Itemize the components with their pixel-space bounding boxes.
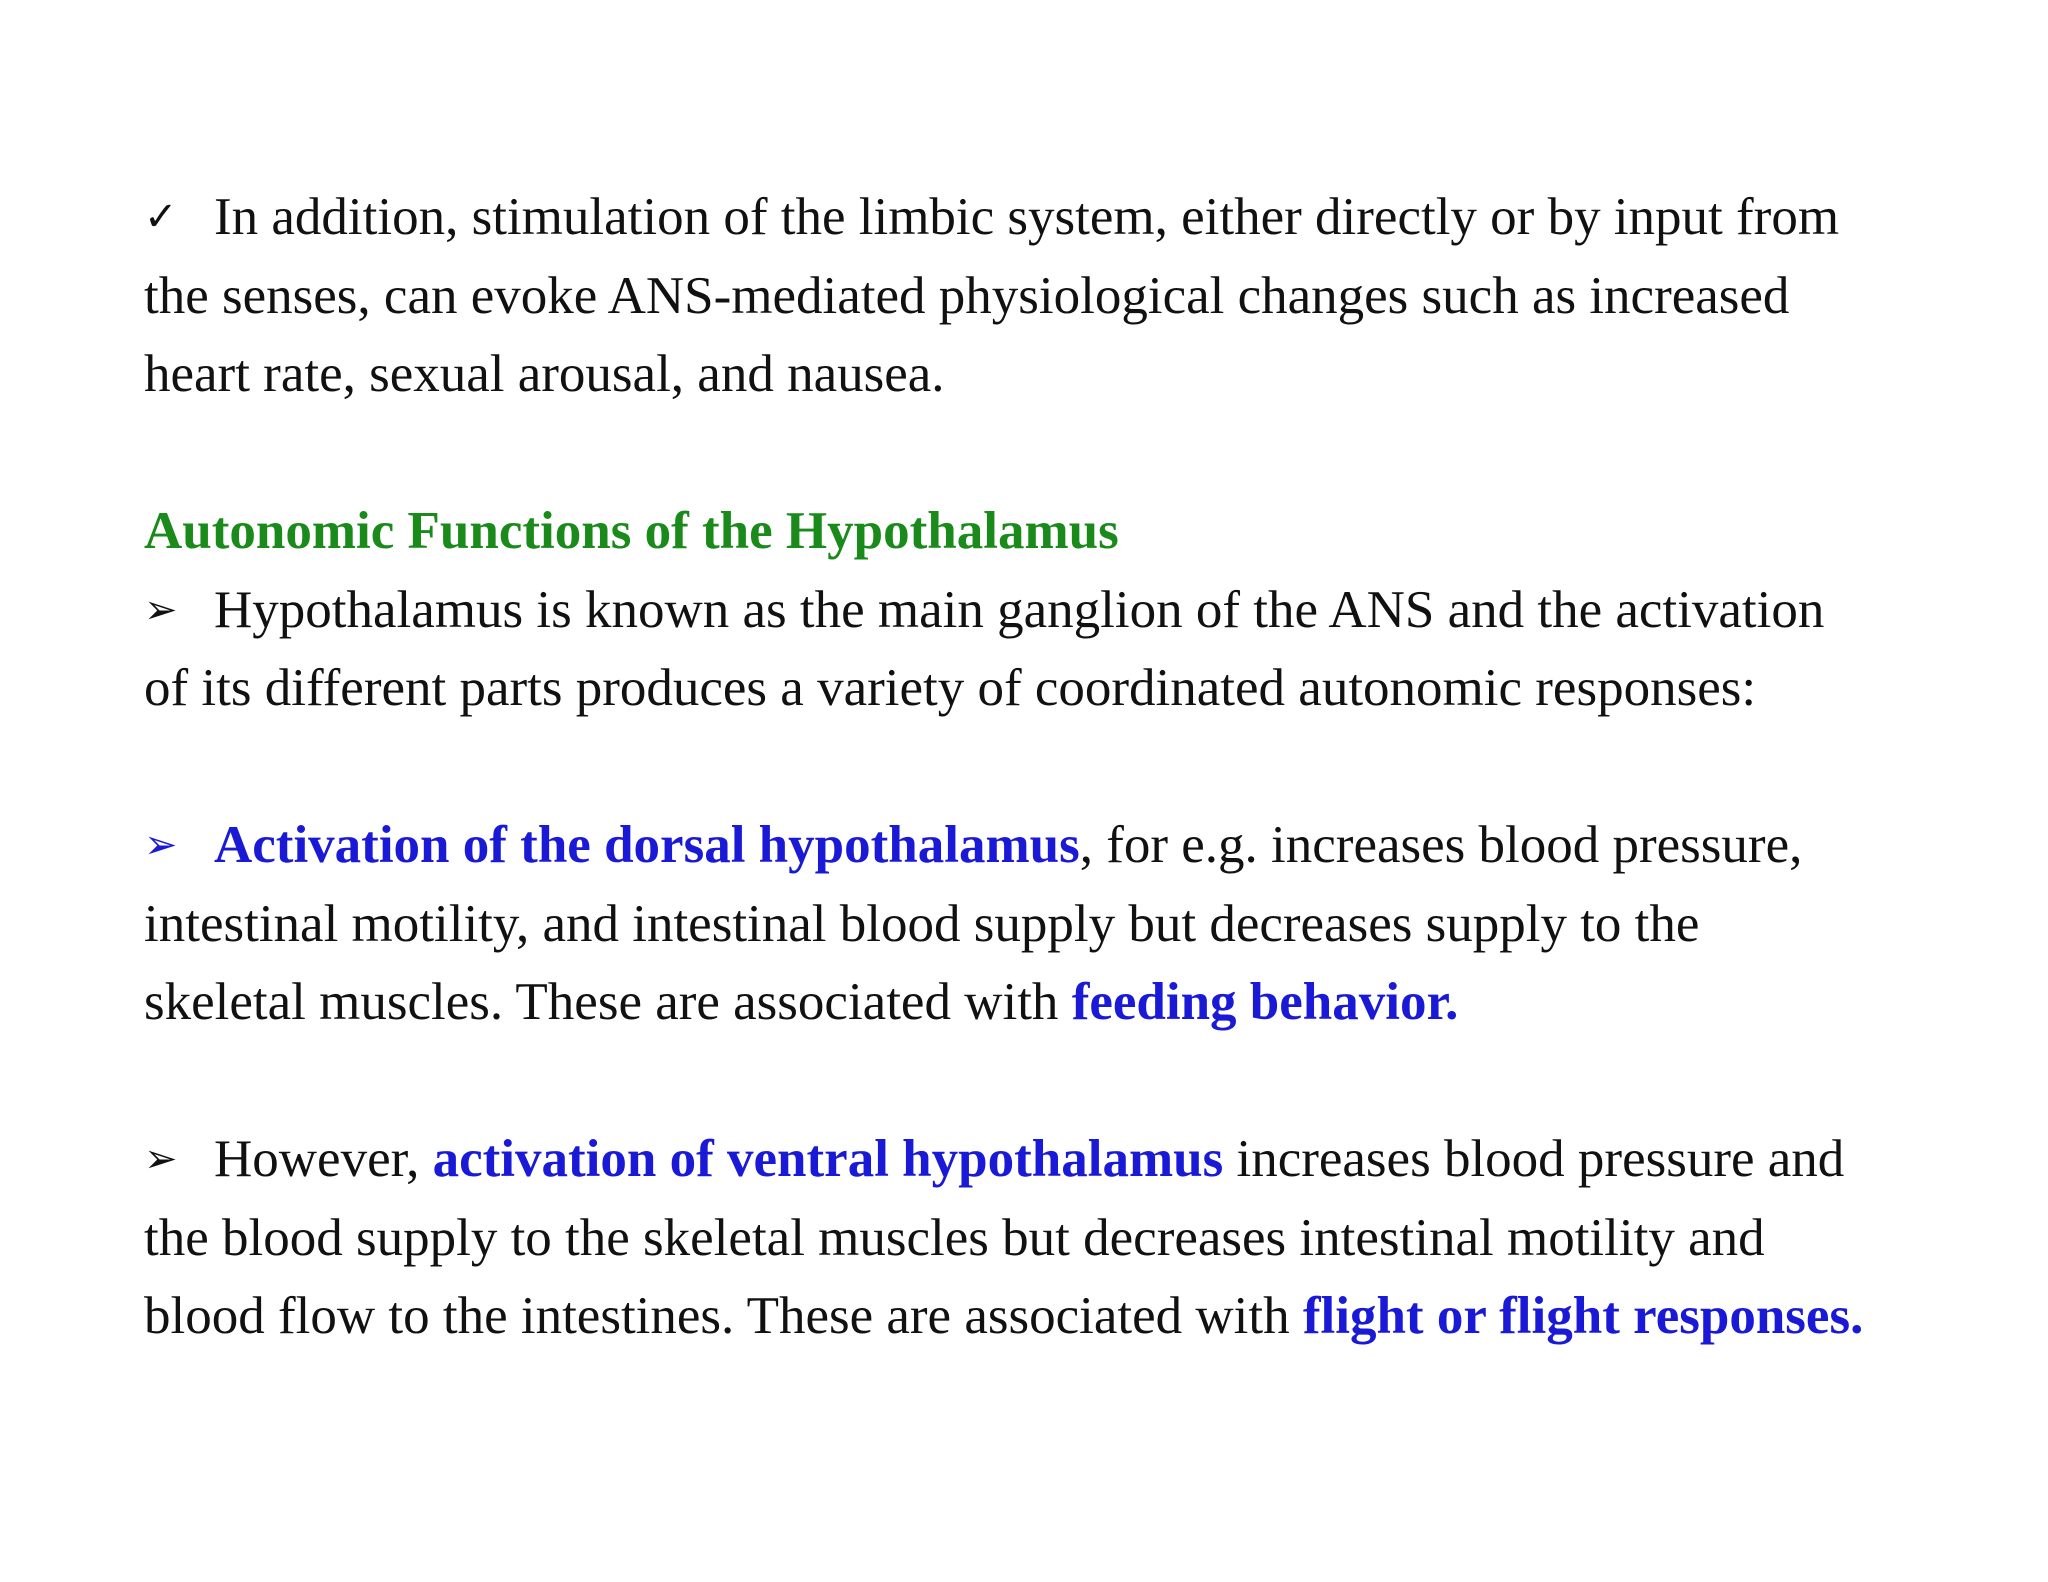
paragraph-limbic-system xyxy=(144,178,1864,414)
arrowhead-bullet-icon: ➢ xyxy=(144,822,178,868)
checkmark-icon: ✓ xyxy=(144,194,178,240)
arrowhead-bullet-icon: ➢ xyxy=(144,1136,178,1182)
spacer xyxy=(144,414,1864,493)
paragraph-text: increases blood pressure and the blood supply to the skeletal muscles but decreases intestinal motility and blood flow to the intestines. These are associated with xyxy=(144,1130,1845,1345)
emphasis-text: feeding behavior. xyxy=(1071,973,1459,1031)
spacer xyxy=(144,728,1864,807)
document-body xyxy=(144,178,1864,1356)
emphasis-text: Activation of the dorsal hypothalamus xyxy=(214,816,1080,874)
emphasis-text: flight or flight responses. xyxy=(1302,1287,1864,1345)
spacer xyxy=(144,1042,1864,1121)
arrowhead-bullet-icon: ➢ xyxy=(144,586,178,633)
paragraph-text: , for e.g. increases blood pressure, intestinal motility, and intestinal blood supply but decreases supply to the skeletal muscles. These are associated with xyxy=(144,816,1803,1031)
emphasis-text: activation of ventral hypothalamus xyxy=(432,1130,1224,1188)
paragraph-dorsal-hypothalamus xyxy=(144,806,1864,1042)
paragraph-ventral-hypothalamus xyxy=(144,1120,1864,1356)
paragraph-hypothalamus-ganglion xyxy=(144,571,1864,728)
page-bottom-margin xyxy=(0,1490,2048,1582)
paragraph-text: However, xyxy=(214,1130,433,1188)
section-heading: Autonomic Functions of the Hypothalamus xyxy=(144,502,1119,560)
paragraph-text: In addition, stimulation of the limbic system, either directly or by input from the senses, can evoke ANS-mediated physiological changes such as increased heart rate, sexual arousal, and nausea. xyxy=(144,188,1840,403)
paragraph-text: Hypothalamus is known as the main ganglion of the ANS and the activation of its different parts produces a variety of coordinated autonomic responses: xyxy=(144,580,1825,717)
